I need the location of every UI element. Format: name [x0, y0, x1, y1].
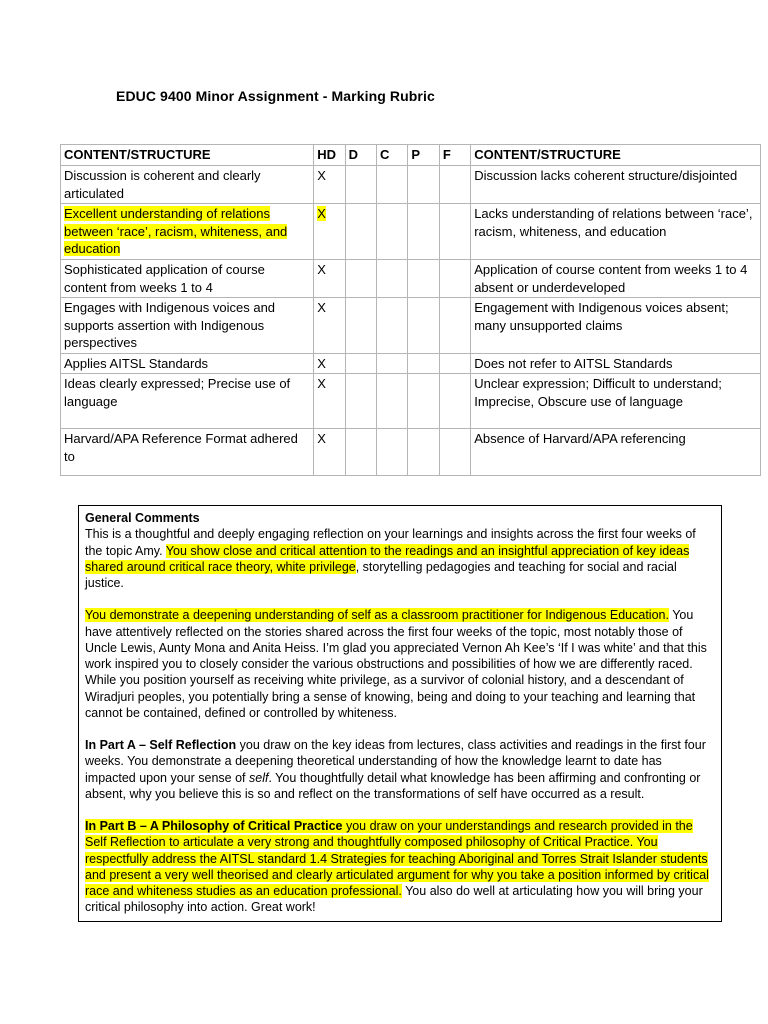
comments-paragraph-2: [85, 607, 715, 721]
grade-cell-f: [439, 204, 470, 260]
marking-rubric-table: [60, 144, 761, 476]
header-p: P: [408, 145, 439, 166]
highlighted-mark: X: [317, 206, 326, 221]
grade-cell-f: [439, 429, 470, 476]
criterion-positive: Ideas clearly expressed; Precise use of language: [61, 374, 314, 429]
criterion-positive: Harvard/APA Reference Format adhered to: [61, 429, 314, 476]
grade-cell-c: [377, 204, 408, 260]
part-a-label: In Part A – Self Reflection: [85, 738, 237, 752]
grade-cell-d: [345, 429, 376, 476]
grade-mark-hd: X: [314, 166, 345, 204]
grade-cell-f: [439, 298, 470, 354]
grade-cell-d: [345, 204, 376, 260]
criterion-positive: Sophisticated application of course content from weeks 1 to 4: [61, 260, 314, 298]
grade-cell-d: [345, 353, 376, 374]
highlighted-comment-text: you draw on your understandings and research provided in the Self Reflection to articulate a very strong and thoughtfully composed philosophy of Critical Practice. You respectfully address the AITSL standard 1.4 Strategies for teaching Aboriginal and Torres Strait Islander students and present a very well theorised and clearly articulated argument for why you take a position informed by critical race and whiteness studies as an education professional.: [85, 819, 709, 898]
table-row: [61, 353, 761, 374]
comments-heading: General Comments: [85, 511, 200, 525]
criterion-positive: Engages with Indigenous voices and supports assertion with Indigenous perspectives: [61, 298, 314, 354]
grade-mark-hd: X: [314, 298, 345, 354]
grade-cell-f: [439, 166, 470, 204]
table-row: [61, 204, 761, 260]
grade-mark-hd: X: [314, 353, 345, 374]
comment-text: you draw on the key ideas from lectures, class activities and readings in the first four weeks. You demonstrate a deepening theoretical understanding of how the knowledge learnt to date has impacted upon your sense of: [85, 738, 706, 785]
comment-text: You also do well at articulating how you will bring your critical philosophy into action. Great work!: [85, 884, 703, 915]
part-b-label: In Part B – A Philosophy of Critical Practice: [85, 819, 343, 833]
grade-mark-hd: X: [314, 374, 345, 429]
header-d: D: [345, 145, 376, 166]
grade-cell-c: [377, 374, 408, 429]
criterion-positive: Applies AITSL Standards: [61, 353, 314, 374]
grade-cell-c: [377, 298, 408, 354]
grade-mark-hd: X: [314, 260, 345, 298]
grade-cell-p: [408, 429, 439, 476]
criterion-negative: Discussion lacks coherent structure/disjointed: [471, 166, 761, 204]
highlighted-comment-text: You show close and critical attention to the readings and an insightful appreciation of key ideas shared around critical race theory, white privilege: [85, 543, 690, 574]
grade-cell-c: [377, 166, 408, 204]
grade-cell-p: [408, 374, 439, 429]
criterion-negative: Lacks understanding of relations between ‘race’, racism, whiteness, and education: [471, 204, 761, 260]
comment-text: This is a thoughtful and deeply engaging reflection on your learnings and insights across the first four weeks of the topic Amy.: [85, 527, 696, 558]
grade-cell-d: [345, 260, 376, 298]
grade-mark-hd: X: [314, 429, 345, 476]
grade-cell-f: [439, 374, 470, 429]
comments-paragraph-3: [85, 737, 715, 802]
criterion-positive: Discussion is coherent and clearly articulated: [61, 166, 314, 204]
grade-mark-hd: [314, 204, 345, 260]
grade-cell-p: [408, 166, 439, 204]
comments-paragraph-4: [85, 818, 715, 916]
criterion-negative: Engagement with Indigenous voices absent; many unsupported claims: [471, 298, 761, 354]
table-row: [61, 374, 761, 429]
table-row: [61, 260, 761, 298]
criterion-negative: Does not refer to AITSL Standards: [471, 353, 761, 374]
comment-text: You have attentively reflected on the stories shared across the first four weeks of the topic, most notably those of Uncle Lewis, Aunty Mona and Anita Heiss. I’m glad you appreciated Vernon Ah Kee’s ‘If I was white’ and that this work inspired you to closely consider the various obstructions and possibilities of how we are differently raced. While you position yourself as receiving white privilege, as a survivor of colonial history, and a descendant of Wiradjuri peoples, you potentially bring a sense of knowing, being and doing to your teaching and learning that cannot be contained, defined or controlled by whiteness.: [85, 608, 707, 720]
table-row: [61, 166, 761, 204]
comment-text: , storytelling pedagogies and teaching for social and racial justice.: [85, 559, 677, 590]
highlighted-comment-text: You demonstrate a deepening understanding of self as a classroom practitioner for Indigenous Education.: [85, 608, 669, 623]
grade-cell-d: [345, 166, 376, 204]
grade-cell-p: [408, 204, 439, 260]
criterion-negative: Absence of Harvard/APA referencing: [471, 429, 761, 476]
emphasis-self: self: [249, 770, 269, 785]
comments-paragraph-1: [85, 510, 715, 591]
highlighted-criterion: Excellent understanding of relations between ‘race’, racism, whiteness, and education: [64, 206, 288, 256]
grade-cell-f: [439, 260, 470, 298]
table-row: [61, 298, 761, 354]
document-title: EDUC 9400 Minor Assignment - Marking Rubric: [116, 88, 435, 104]
grade-cell-p: [408, 353, 439, 374]
table-row: [61, 429, 761, 476]
grade-cell-f: [439, 353, 470, 374]
rubric-header-row: [61, 145, 761, 166]
criterion-positive: [61, 204, 314, 260]
comment-text: . You thoughtfully detail what knowledge has been affirming and confronting or absent, why you believe this is so and reflect on the transformations of self have occurred as a result.: [85, 770, 701, 801]
criterion-negative: Application of course content from weeks 1 to 4 absent or underdeveloped: [471, 260, 761, 298]
grade-cell-c: [377, 353, 408, 374]
header-hd: HD: [314, 145, 345, 166]
grade-cell-p: [408, 298, 439, 354]
header-content-structure-right: CONTENT/STRUCTURE: [471, 145, 761, 166]
grade-cell-d: [345, 298, 376, 354]
header-f: F: [439, 145, 470, 166]
grade-cell-c: [377, 429, 408, 476]
grade-cell-p: [408, 260, 439, 298]
grade-cell-d: [345, 374, 376, 429]
general-comments-box: [78, 505, 722, 922]
header-c: C: [377, 145, 408, 166]
criterion-negative: Unclear expression; Difficult to understand; Imprecise, Obscure use of language: [471, 374, 761, 429]
grade-cell-c: [377, 260, 408, 298]
header-content-structure-left: CONTENT/STRUCTURE: [61, 145, 314, 166]
